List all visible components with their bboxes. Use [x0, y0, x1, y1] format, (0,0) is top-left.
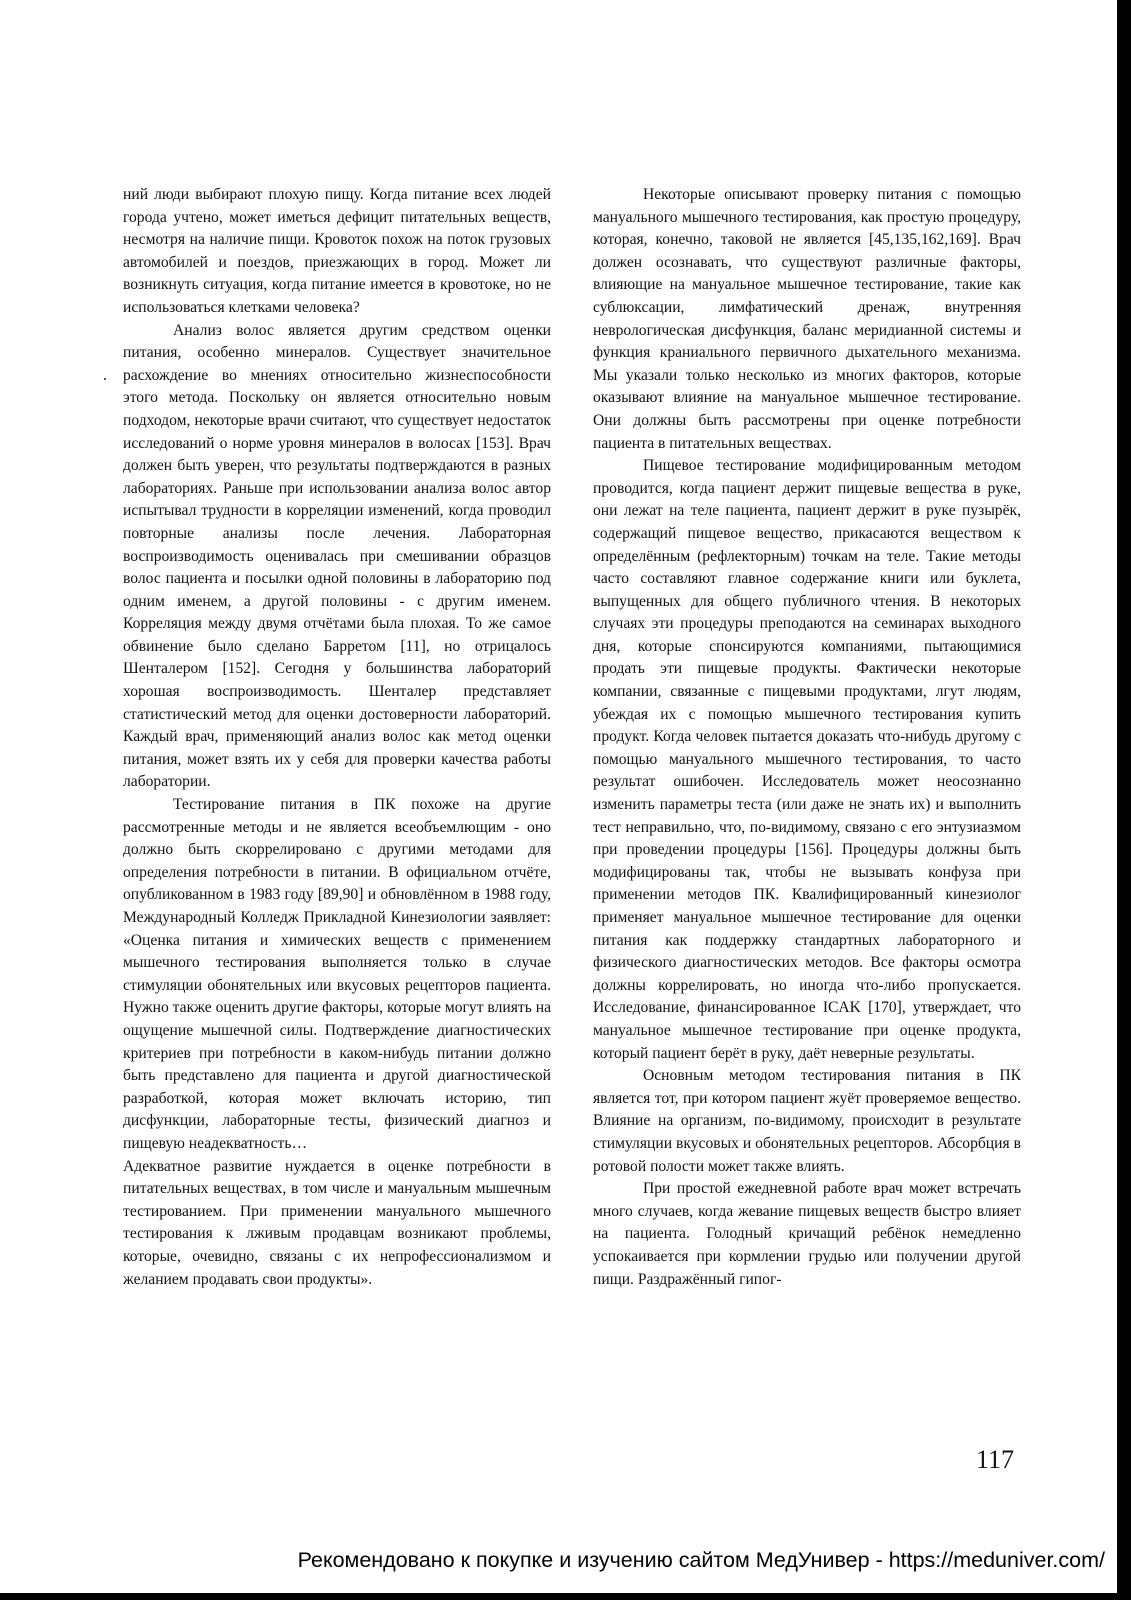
- paragraph: Анализ волос является другим средством оценки питания, особенно минералов. Существует значительное расхождение во мнениях относительно жизнеспособности этого метода. Поскольку он является относительно новым подходом, некоторые врачи считают, что существует недостаток исследований о норме уровня минералов в волосах [153]. Врач должен быть уверен, что результаты подтверждаются в разных лабораториях. Раньше при использовании анализа волос автор испытывал трудности в корреляции изменений, когда проводил повторные анализы после лечения. Лабораторная воспроизводимость оценивалась при смешивании образцов волос пациента и посылки одной половины в лабораторию под одним именем, а другой половины - с другим именем. Корреляция между двумя отчётами была плохая. То же самое обвинение было сделано Барретом [11], но отрицалось Шенталером [152]. Сегодня у большинства лабораторий хорошая воспроизводимость. Шенталер представляет статистический метод для оценки достоверности лабораторий. Каждый врач, применяющий анализ волос как метод оценки питания, может взять их у себя для проверки качества работы лаборатории.: [123, 321, 551, 791]
- left-text-column: [123, 183, 551, 1291]
- paragraph: Адекватное развитие нуждается в оценке потребности в питательных веществах, в том числе и мануальным мышечным тестированием. При применении мануального мышечного тестирования к лживым продавцам возникают проблемы, которые, очевидно, связаны с их непрофессионализмом и желанием продавать свои продукты».: [123, 1157, 551, 1288]
- scan-edge-bottom: [0, 1593, 1131, 1600]
- paragraph: ний люди выбирают плохую пищу. Когда питание всех людей города учтено, может иметься дефицит питательных веществ, несмотря на наличие пищи. Кровоток похож на поток грузовых автомобилей и поездов, приезжающих в город. Может ли возникнуть ситуация, когда питание имеется в кровотоке, но не использоваться клетками человека?: [123, 186, 551, 316]
- paragraph: Тестирование питания в ПК похоже на другие рассмотренные методы и не является всеобъемлющим - оно должно быть скоррелировано с другими методами для определения потребности в питании. В официальном отчёте, опубликованном в 1983 году [89,90] и обновлённом в 1988 году, Международный Колледж Прикладной Кинезиологии заявляет: «Оценка питания и химических веществ с применением мышечного тестирования выполняется только в случае стимуляции обонятельных или вкусовых рецепторов пациента. Нужно также оценить другие факторы, которые могут влиять на ощущение мышечной силы. Подтверждение диагностических критериев при потребности в каком-нибудь питании должно быть представлено для пациента и другой диагностической разработкой, которая может включать историю, тип дисфункции, лабораторные тесты, физический диагноз и пищевую неадекватность…: [123, 796, 551, 1152]
- scan-edge-right: [1117, 0, 1131, 1600]
- paragraph: Некоторые описывают проверку питания с помощью мануального мышечного тестирования, как простую процедуру, которая, конечно, таковой не является [45,135,162,169]. Врач должен осознавать, что существуют различные факторы, влияющие на мануальное мышечное тестирование, такие как сублюксации, лимфатический дренаж, внутренняя неврологическая дисфункция, баланс меридианной системы и функция краниального первичного дыхательного механизма. Мы указали только несколько из многих факторов, которые оказывают влияние на мануальное мышечное тестирование. Они должны быть рассмотрены при оценке потребности пациента в питательных веществах.: [593, 186, 1021, 452]
- footer-recommendation: Рекомендовано к покупке и изучению сайтом МедУнивер - https://meduniver.com/: [297, 1548, 1105, 1572]
- paragraph: Пищевое тестирование модифицированным методом проводится, когда пациент держит пищевые вещества в руке, они лежат на теле пациента, пациент держит в руке пузырёк, содержащий пищевое вещество, прикасаются веществом к определённым (рефлекторным) точкам на теле. Такие методы часто составляют главное содержание книги или буклета, выпущенных для общего публичного чтения. В некоторых случаях эти процедуры преподаются на семинарах выходного дня, которые спонсируются компаниями, пытающимися продать эти пищевые продукты. Фактически некоторые компании, связанные с пищевыми продуктами, лгут людям, убеждая их с помощью мышечного тестирования купить продукт. Когда человек пытается доказать что-нибудь другому с помощью мануального мышечного тестирования, то часто результат ошибочен. Исследователь может неосознанно изменить параметры теста (или даже не знать их) и выполнить тест неправильно, что, по-видимому, связано с его энтузиазмом при проведении процедуры [156]. Процедуры должны быть модифицированы так, чтобы не вызывать конфуза при применении методов ПК. Квалифицированный кинезиолог применяет мануальное мышечное тестирование для оценки питания как поддержку стандартных лабораторного и физического диагностических методов. Все факторы осмотра должны коррелировать, но иногда что-либо пропускается. Исследование, финансированное ICAK [170], утверждает, что мануальное мышечное тестирование при оценке продукта, который пациент берёт в руку, даёт неверные результаты.: [593, 457, 1021, 1062]
- paragraph: Основным методом тестирования питания в ПК является тот, при котором пациент жуёт проверяемое вещество. Влияние на организм, по-видимому, происходит в результате стимуляции вкусовых и обонятельных рецепторов. Абсорбция в ротовой полости может также влиять.: [593, 1067, 1021, 1175]
- page-number: 117: [975, 1445, 1015, 1474]
- scan-speck: [104, 378, 106, 380]
- paragraph: При простой ежедневной работе врач может встречать много случаев, когда жевание пищевых веществ быстро влияет на пациента. Голодный кричащий ребёнок немедленно успокаивается при кормлении грудью или получении другой пищи. Раздражённый гипог-: [593, 1180, 1021, 1288]
- right-text-column: [593, 183, 1021, 1291]
